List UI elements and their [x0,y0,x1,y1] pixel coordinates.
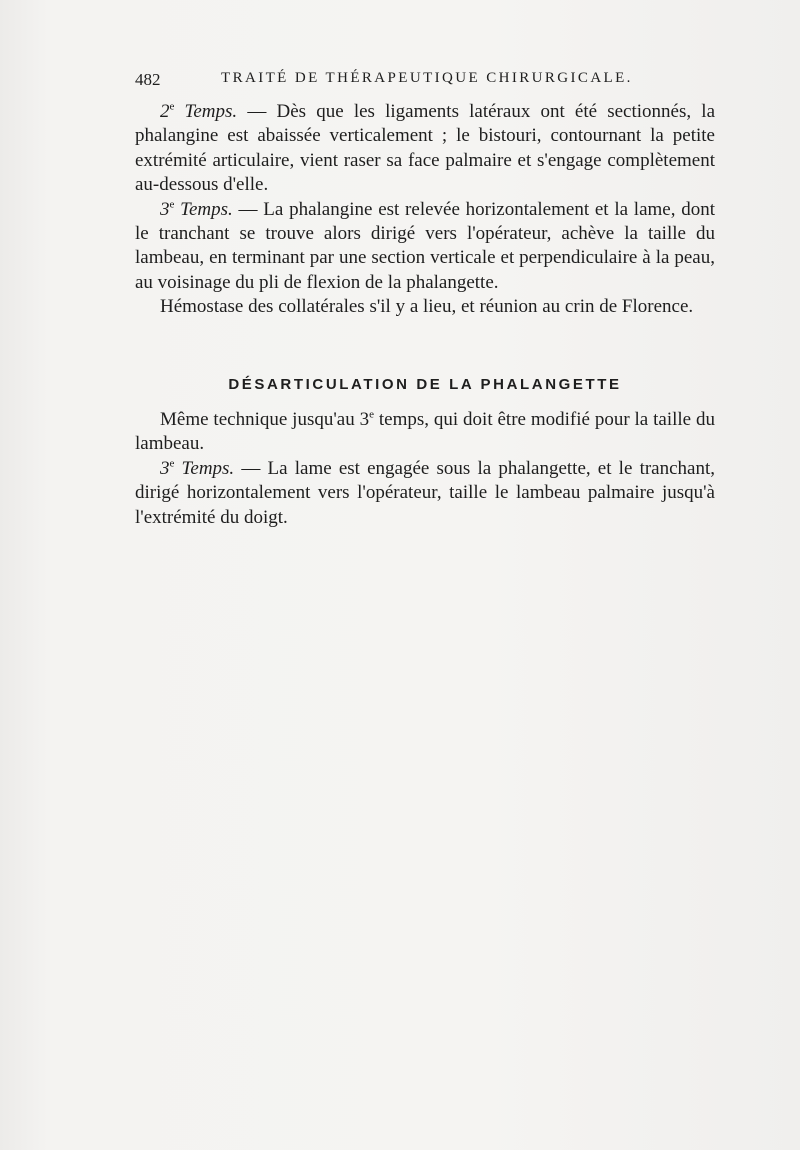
ordinal-suffix: e [169,198,175,211]
stage-number: 3 [160,457,170,479]
paragraph-text: — La phalangine est relevée horizontalement et la lame, dont le tranchant se trouve alors dirigé vers l'opérateur, achève la taille du lambeau, en terminant par une section verticale et perpendiculaire à la peau, au voisinage du pli de flexion de la phalangette. [135,198,716,293]
paragraph-text: — Dès que les ligaments latéraux ont été sectionnés, la phalangine est abaissée verticalement ; le bistouri, contournant la petite extrémité articulaire, vient raser sa face palmaire et s'engage complètement au-dessous d'elle. [135,101,715,196]
paragraph-third-stage [135,198,715,296]
stage-label: Temps. [174,101,238,122]
section-amputation-phalangine [135,100,715,320]
stage-label: Temps. [174,457,235,479]
running-header [135,70,715,94]
ordinal-suffix: e [369,408,374,421]
section-desarticulation-phalangette [135,408,715,530]
paragraph-third-stage-2 [135,457,715,530]
paragraph-technique [135,408,715,457]
paragraph-second-stage [135,100,715,198]
stage-number: 3 [160,198,170,220]
paragraph-text: Même technique jusqu'au 3 [160,409,370,430]
stage-label: Temps. [174,198,233,220]
section-heading: DÉSARTICULATION DE LA PHALANGETTE [228,376,622,393]
paragraph-text: Hémostase des collatérales s'il y a lieu, et réunion au crin de Florence. [160,296,694,318]
ordinal-suffix: e [169,457,175,470]
running-title: TRAITÉ DE THÉRAPEUTIQUE CHIRURGICALE. [221,70,633,86]
ordinal-suffix: e [169,100,175,113]
stage-number: 2 [160,101,170,122]
paragraph-hemostasis [135,295,715,319]
paragraph-text: — La lame est engagée sous la phalangette, et le tranchant, dirigé horizontalement vers l'opérateur, taille le lambeau palmaire jusqu'à l'extrémité du doigt. [135,457,715,528]
paragraph-text: temps, qui doit être modifié pour la taille du lambeau. [135,409,715,455]
page-number: 482 [135,70,161,89]
